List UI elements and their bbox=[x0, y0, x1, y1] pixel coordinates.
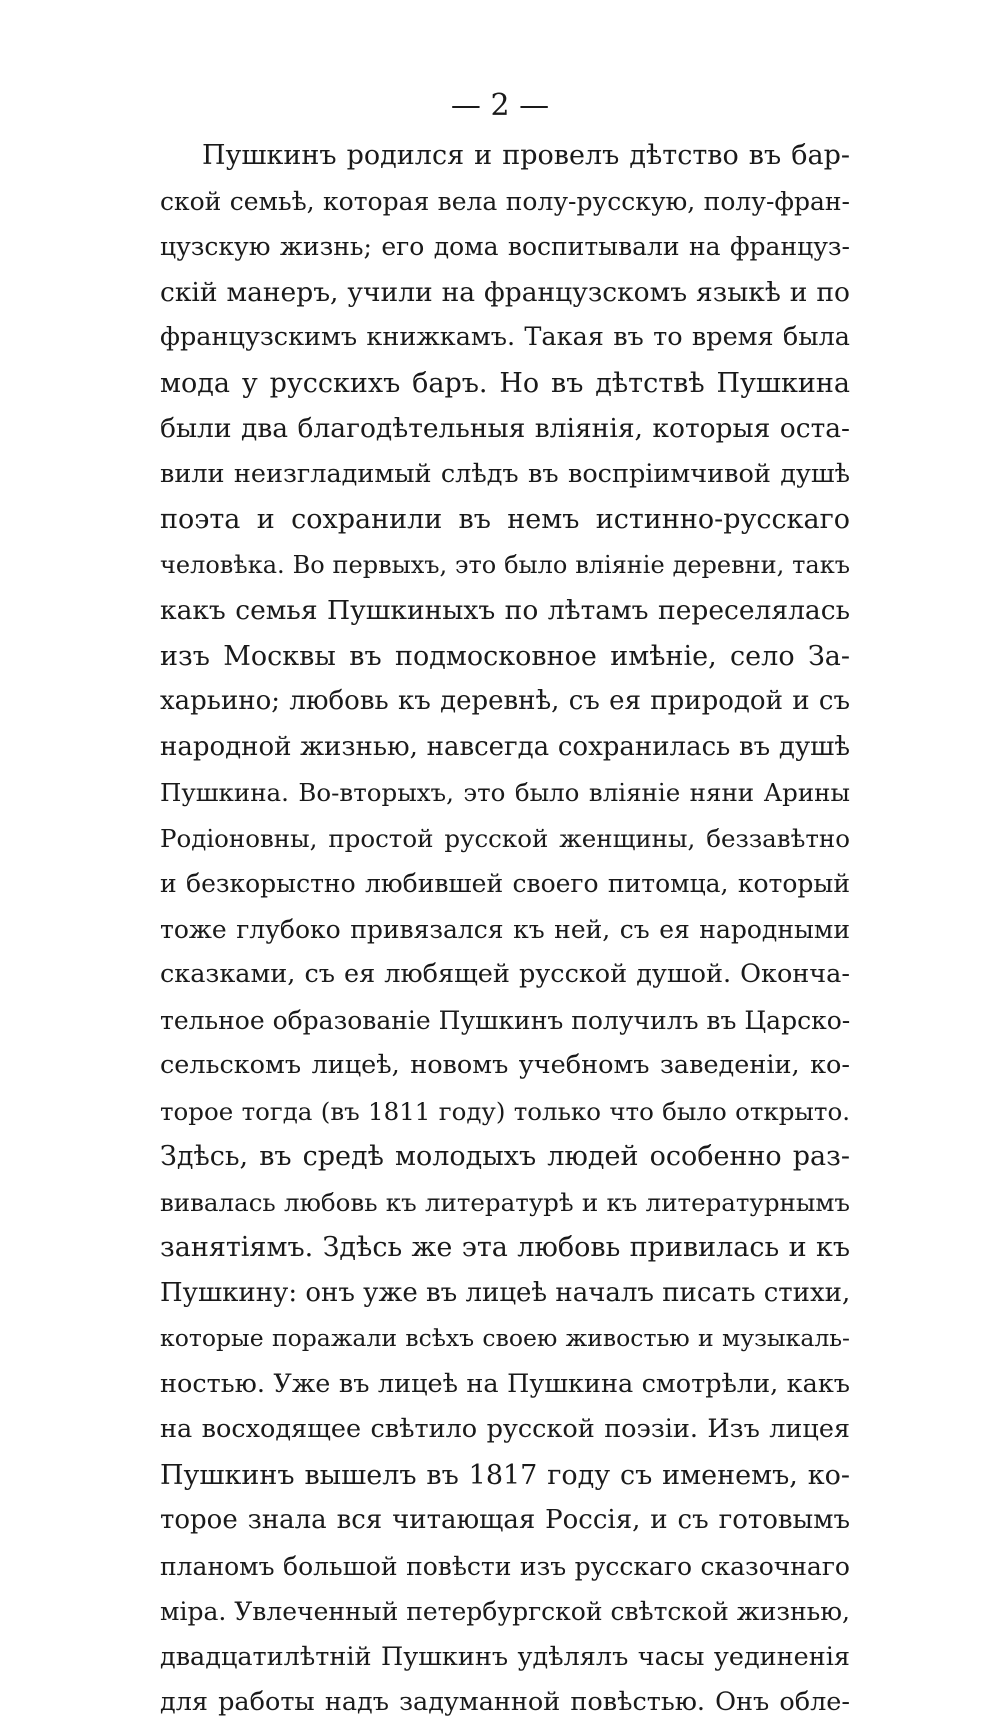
text-line: которые поражали всѣхъ своею живостью и музыкаль- bbox=[160, 1324, 850, 1352]
text-line: для работы надъ задуманной повѣстью. Онъ обле- bbox=[160, 1687, 850, 1717]
text-line: Пушкина. Во-вторыхъ, это было вліяніе няни Арины bbox=[160, 778, 850, 807]
text-line: торое знала вся читающая Россія, и съ готовымъ bbox=[160, 1505, 850, 1535]
text-line: Пушкину: онъ уже въ лицеѣ началъ писать стихи, bbox=[160, 1277, 850, 1308]
text-line: ностью. Уже въ лицеѣ на Пушкина смотрѣли, какъ bbox=[160, 1368, 850, 1399]
text-line: харьино; любовь къ деревнѣ, съ ея природой и съ bbox=[160, 686, 850, 716]
text-line: Родіоновны, простой русской женщины, беззавѣтно bbox=[160, 823, 850, 853]
text-line: французскимъ книжкамъ. Такая въ то время была bbox=[160, 322, 850, 352]
text-line: были два благодѣтельныя вліянія, которыя оста- bbox=[160, 413, 850, 444]
text-line: вили неизгладимый слѣдъ въ воспріимчивой душѣ bbox=[160, 458, 850, 489]
text-line: міра. Увлеченный петербургской свѣтской жизнью, bbox=[160, 1597, 850, 1626]
text-line: сказками, съ ея любящей русской душой. Оконча- bbox=[160, 959, 850, 989]
text-line: торое тогда (въ 1811 году) только что было открыто. bbox=[160, 1096, 850, 1126]
text-line: цузскую жизнь; его дома воспитывали на француз- bbox=[160, 232, 850, 261]
text-line: двадцатилѣтній Пушкинъ удѣлялъ часы уединенія bbox=[160, 1641, 850, 1672]
text-line: планомъ большой повѣсти изъ русскаго сказочнаго bbox=[160, 1551, 850, 1581]
text-line: на восходящее свѣтило русской поэзіи. Изъ лицея bbox=[160, 1414, 850, 1444]
text-line: Пушкинъ родился и провелъ дѣтство въ бар- bbox=[202, 140, 850, 171]
text-line: ской семьѣ, которая вела полу-русскую, полу-фран- bbox=[160, 186, 850, 216]
text-line: мода у русскихъ баръ. Но въ дѣтствѣ Пушкина bbox=[160, 367, 850, 399]
body-text bbox=[160, 133, 850, 1726]
text-line: народной жизнью, навсегда сохранилась въ душѣ bbox=[160, 731, 850, 762]
text-line: человѣка. Во первыхъ, это было вліяніе деревни, такъ bbox=[160, 550, 850, 579]
text-line: сельскомъ лицеѣ, новомъ учебномъ заведеніи, ко- bbox=[160, 1050, 850, 1080]
text-line: тельное образованіе Пушкинъ получилъ въ Царско- bbox=[160, 1005, 850, 1035]
text-line: какъ семья Пушкиныхъ по лѣтамъ переселялась bbox=[160, 595, 850, 626]
text-line: изъ Москвы въ подмосковное имѣніе, село За- bbox=[160, 640, 850, 672]
text-line: вивалась любовь къ литературѣ и къ литературнымъ bbox=[160, 1187, 850, 1217]
text-line: поэта и сохранили въ немъ истинно-русскаго bbox=[160, 504, 850, 535]
text-line: Здѣсь, въ средѣ молодыхъ людей особенно раз- bbox=[160, 1141, 850, 1172]
text-line: Пушкинъ вышелъ въ 1817 году съ именемъ, ко- bbox=[160, 1459, 850, 1491]
text-line: занятіямъ. Здѣсь же эта любовь привилась и къ bbox=[160, 1232, 850, 1263]
text-line: тоже глубоко привязался къ ней, съ ея народными bbox=[160, 914, 850, 944]
text-line: скій манеръ, учили на французскомъ языкѣ и по bbox=[160, 276, 850, 308]
text-line: и безкорыстно любившей своего питомца, который bbox=[160, 869, 850, 898]
page-number: — 2 — bbox=[450, 88, 550, 123]
